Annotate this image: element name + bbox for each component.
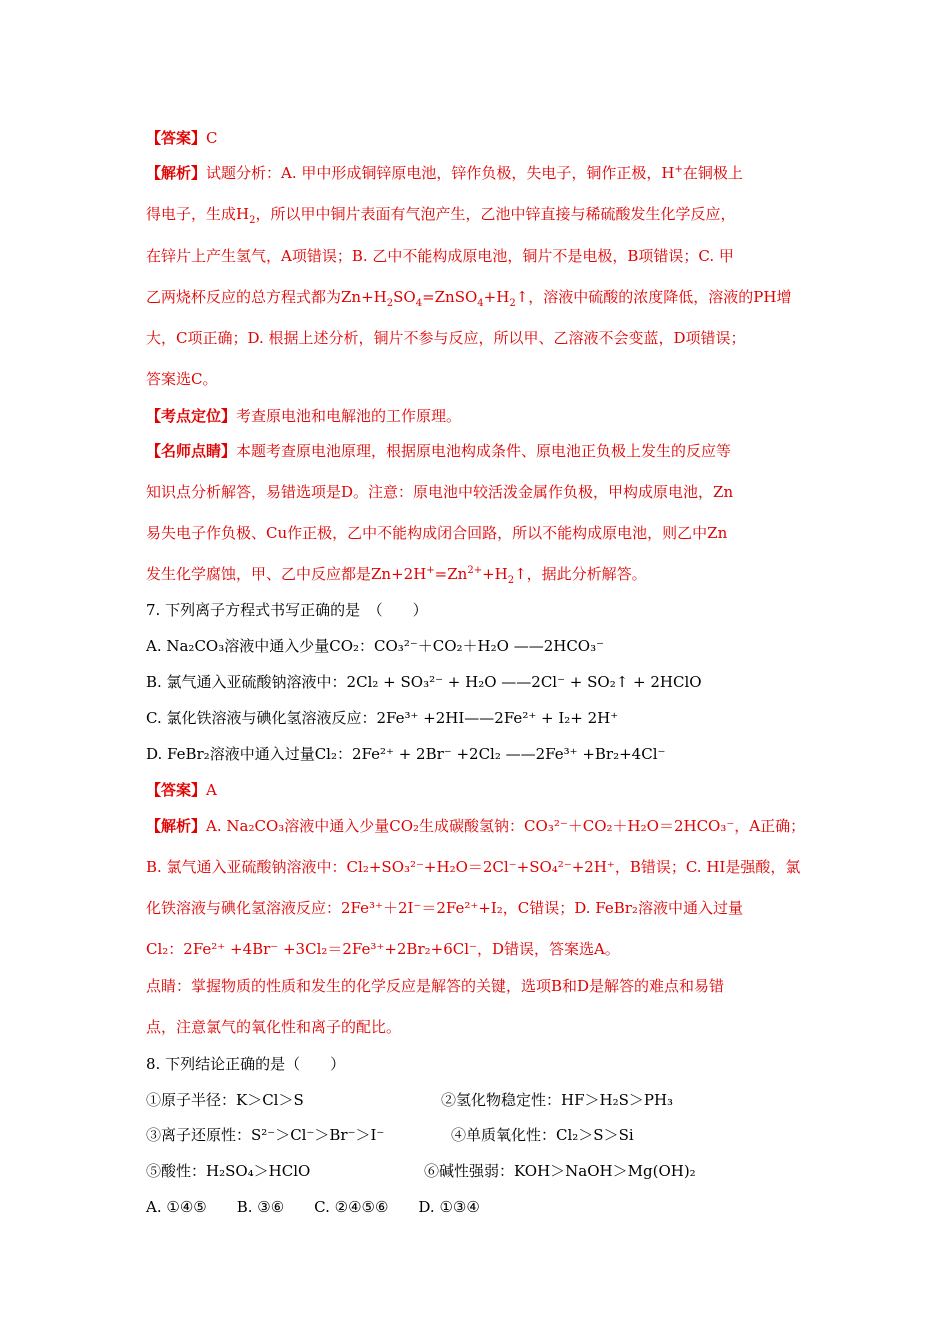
mingshi-text: ↑，据此分析解答。 — [514, 565, 647, 583]
analysis-text: A. Na₂CO₃溶液中通入少量CO₂生成碳酸氢钠：CO₃²⁻＋CO₂＋H₂O＝2HCO₃⁻，A正确； — [206, 817, 806, 835]
mingshi-text: +H — [482, 565, 508, 583]
analysis-line: 【解析】试题分析：A. 甲中形成铜锌原电池，锌作负极，失电子，铜作正极，H+在铜极上 — [146, 164, 743, 182]
analysis-line — [146, 816, 805, 836]
analysis-text: 在铜极上 — [682, 164, 743, 182]
question-8-item-4: ④单质氧化性：Cl₂＞S＞Si — [451, 1126, 634, 1144]
mingshi-text: =Zn — [434, 565, 468, 583]
analysis-label: 【解析】 — [146, 817, 207, 835]
mingshi-line: 知识点分析解答，易错选项是D。注意：原电池中较活泼金属作负极，甲构成原电池，Zn — [146, 483, 734, 501]
question-7-stem: 7. 下列离子方程式书写正确的是 （ ） — [146, 601, 428, 619]
kaodian-text: 考查原电池和电解池的工作原理。 — [236, 407, 462, 425]
kaodian-label: 【考点定位】 — [146, 407, 237, 425]
mingshi-line: 易失电子作负极、Cu作正极，乙中不能构成闭合回路，所以不能构成原电池，则乙中Zn — [146, 524, 728, 542]
mingshi-line: 发生化学腐蚀，甲、乙中反应都是$Zn+2H^+=Zn^{2+}+H_2↑$，据此分析解答。 — [146, 565, 647, 586]
mingshi-text: 发生化学腐蚀，甲、乙中反应都是Zn+2H — [146, 565, 427, 583]
question-8-choices: A. ①④⑤ B. ③⑥ C. ②④⑤⑥ D. ①③④ — [146, 1198, 480, 1216]
question-8-item-2: ②氢化物稳定性：HF＞H₂S＞PH₃ — [441, 1091, 674, 1109]
analysis-line: 答案选C。 — [146, 370, 218, 388]
analysis-text: ↑，溶液中硫酸的浓度降低，溶液的PH增 — [515, 288, 792, 306]
analysis-line: Cl₂：2Fe²⁺ +4Br⁻ +3Cl₂＝2Fe³⁺+2Br₂+6Cl⁻，D错误，答案选A。 — [146, 940, 620, 958]
analysis-line: 大，C项正确；D. 根据上述分析，铜片不参与反应，所以甲、乙溶液不会变蓝，D项错误； — [146, 329, 746, 347]
analysis-line: 乙两烧杯反应的总方程式都为$Zn+H_2SO_4=ZnSO_4+H_2↑$，溶液中硫酸的浓度降低，溶液的PH增 — [146, 288, 792, 309]
question-8-item-1: ①原子半径：K＞Cl＞S — [146, 1091, 304, 1109]
question-7-option-a: A. Na₂CO₃溶液中通入少量CO₂：CO₃²⁻＋CO₂＋H₂O ——2HCO₃⁻ — [146, 637, 605, 655]
answer-value: C — [206, 129, 218, 147]
analysis-text: SO — [393, 288, 416, 306]
analysis-label: 【解析】 — [146, 164, 207, 182]
question-8-item-6: ⑥碱性强弱：KOH＞NaOH＞Mg(OH)₂ — [424, 1162, 696, 1180]
dianjing-line: 点睛：掌握物质的性质和发生的化学反应是解答的关键，选项B和D是解答的难点和易错 — [146, 977, 725, 995]
analysis-text: ，所以甲中铜片表面有气泡产生，乙池中锌直接与稀硫酸发生化学反应， — [255, 205, 736, 223]
analysis-text: 试题分析：A. 甲中形成铜锌原电池，锌作负极，失电子，铜作正极，H — [206, 164, 675, 182]
answer-label: 【答案】 — [146, 129, 207, 147]
kaodian-line — [146, 406, 461, 426]
question-8-item-5: ⑤酸性：H₂SO₄＞HClO — [146, 1162, 311, 1180]
analysis-text: 乙两烧杯反应的总方程式都为Zn+H — [146, 288, 387, 306]
analysis-line: 化铁溶液与碘化氢溶液反应：2Fe³⁺＋2I⁻＝2Fe²⁺+I₂，C错误；D. FeBr₂溶液中通入过量 — [146, 899, 743, 917]
answer-label: 【答案】 — [146, 781, 207, 799]
question-7-option-d: D. FeBr₂溶液中通入过量Cl₂：2Fe²⁺ + 2Br⁻ +2Cl₂ ——2Fe³⁺ +Br₂+4Cl⁻ — [146, 745, 666, 763]
mingshi-line — [146, 441, 731, 461]
answer-line-q6 — [146, 128, 218, 148]
analysis-line: 得电子，生成$H_2$，所以甲中铜片表面有气泡产生，乙池中锌直接与稀硫酸发生化学反应， — [146, 205, 736, 226]
analysis-line: B. 氯气通入亚硫酸钠溶液中：Cl₂+SO₃²⁻+H₂O＝2Cl⁻+SO₄²⁻+2H⁺，B错误；C. HI是强酸，氯 — [146, 858, 801, 876]
question-8-item-3: ③离子还原性：S²⁻＞Cl⁻＞Br⁻＞I⁻ — [146, 1126, 385, 1144]
mingshi-label: 【名师点睛】 — [146, 442, 237, 460]
mingshi-text: 本题考查原电池原理，根据原电池构成条件、原电池正负极上发生的反应等 — [236, 442, 732, 460]
analysis-line: 在锌片上产生氢气，A项错误；B. 乙中不能构成原电池，铜片不是电极，B项错误；C. 甲 — [146, 247, 734, 265]
analysis-text: =ZnSO — [422, 288, 478, 306]
answer-value: A — [206, 781, 217, 799]
dianjing-line: 点，注意氯气的氧化性和离子的配比。 — [146, 1018, 402, 1036]
question-7-option-b: B. 氯气通入亚硫酸钠溶液中：2Cl₂ + SO₃²⁻ + H₂O ——2Cl⁻ + SO₂↑ + 2HClO — [146, 673, 702, 691]
answer-line-q7 — [146, 780, 217, 800]
analysis-text: 得电子，生成H — [146, 205, 250, 223]
analysis-text: +H — [483, 288, 510, 306]
question-7-option-c: C. 氯化铁溶液与碘化氢溶液反应：2Fe³⁺ +2HI——2Fe²⁺ + I₂+ 2H⁺ — [146, 709, 619, 727]
question-8-stem: 8. 下列结论正确的是（ ） — [146, 1055, 346, 1073]
